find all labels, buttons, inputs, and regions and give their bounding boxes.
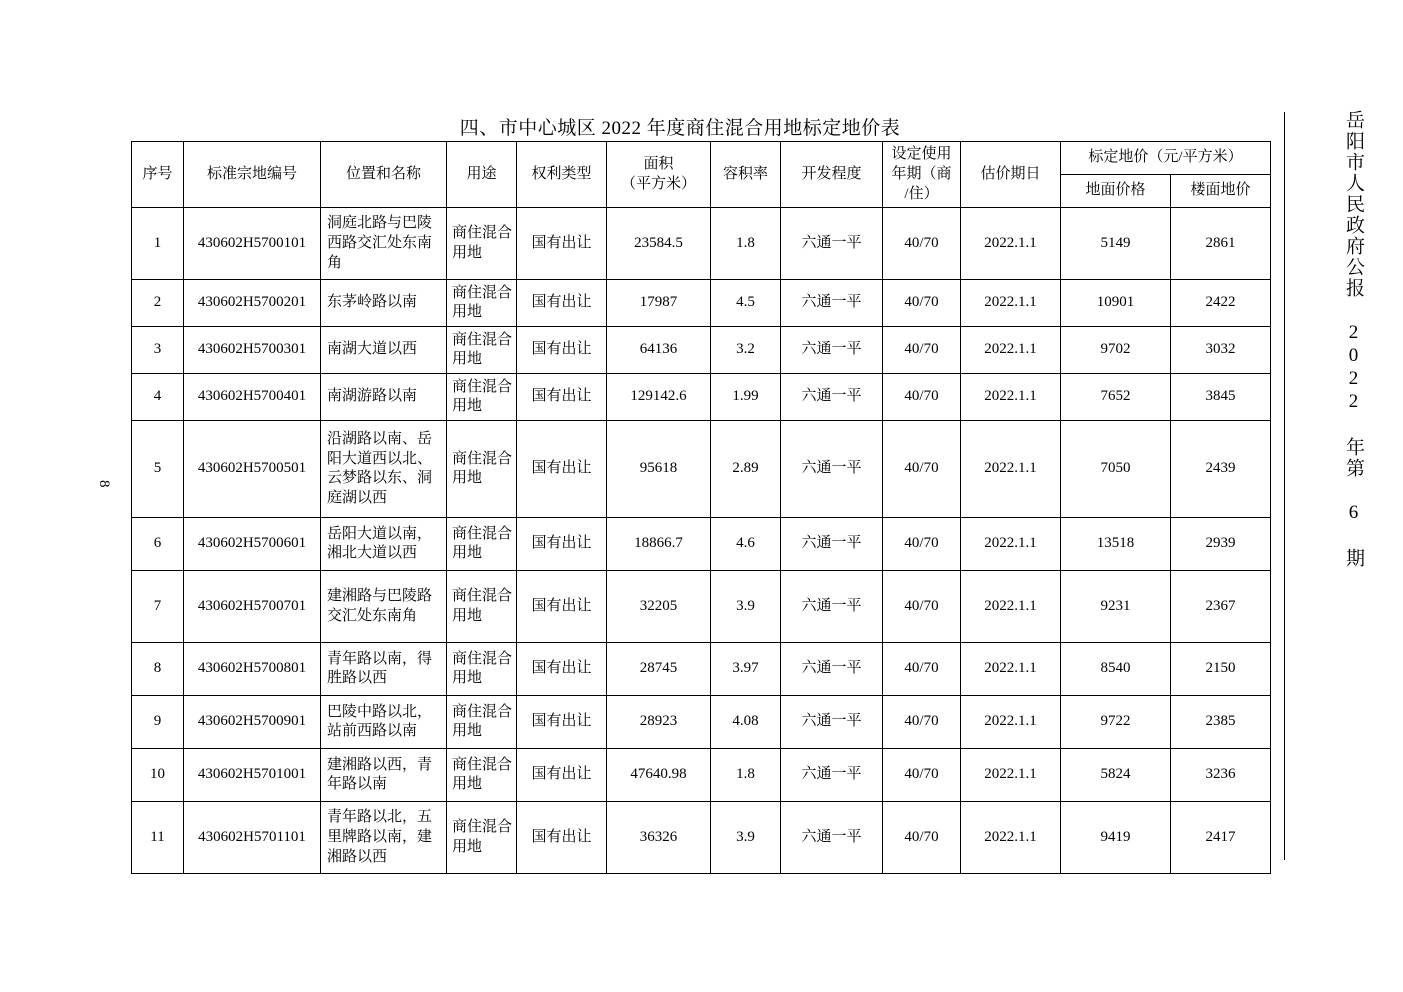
table-row (132, 802, 1271, 874)
cell-ground-price: 10901 (1061, 280, 1171, 327)
running-header-text: 岳阳市人民政府公报 2022 年第 6 期 (1343, 110, 1364, 569)
cell-use: 商住混合用地 (447, 518, 517, 571)
cell-floor-price: 2439 (1171, 421, 1271, 518)
cell-far: 3.9 (711, 802, 781, 874)
cell-development: 六通一平 (781, 421, 883, 518)
cell-use: 商住混合用地 (447, 208, 517, 280)
cell-development: 六通一平 (781, 374, 883, 421)
cell-valuation-date: 2022.1.1 (961, 280, 1061, 327)
cell-location: 沿湖路以南、岳阳大道西以北、云梦路以东、洞庭湖以西 (321, 421, 447, 518)
table-row (132, 280, 1271, 327)
cell-term: 40/70 (883, 518, 961, 571)
header-area-line1: 面积 (643, 155, 674, 172)
cell-code: 430602H5700901 (184, 696, 321, 749)
cell-development: 六通一平 (781, 208, 883, 280)
cell-far: 3.2 (711, 327, 781, 374)
cell-term: 40/70 (883, 421, 961, 518)
cell-term: 40/70 (883, 327, 961, 374)
header-far: 容积率 (711, 142, 781, 208)
cell-valuation-date: 2022.1.1 (961, 749, 1061, 802)
cell-seq: 5 (132, 421, 184, 518)
header-right-type: 权利类型 (517, 142, 607, 208)
cell-floor-price: 3236 (1171, 749, 1271, 802)
cell-ground-price: 7652 (1061, 374, 1171, 421)
cell-floor-price: 2150 (1171, 643, 1271, 696)
header-floor-price: 楼面地价 (1171, 175, 1271, 208)
cell-right-type: 国有出让 (517, 280, 607, 327)
cell-right-type: 国有出让 (517, 374, 607, 421)
cell-floor-price: 2385 (1171, 696, 1271, 749)
cell-area: 36326 (607, 802, 711, 874)
cell-use: 商住混合用地 (447, 696, 517, 749)
cell-ground-price: 9702 (1061, 327, 1171, 374)
side-divider (1284, 112, 1285, 860)
cell-use: 商住混合用地 (447, 643, 517, 696)
cell-term: 40/70 (883, 749, 961, 802)
cell-code: 430602H5700101 (184, 208, 321, 280)
standard-land-price-table (131, 141, 1271, 874)
cell-right-type: 国有出让 (517, 749, 607, 802)
cell-right-type: 国有出让 (517, 696, 607, 749)
cell-floor-price: 2422 (1171, 280, 1271, 327)
cell-area: 23584.5 (607, 208, 711, 280)
cell-far: 3.9 (711, 571, 781, 643)
cell-far: 1.8 (711, 749, 781, 802)
table-row (132, 374, 1271, 421)
cell-valuation-date: 2022.1.1 (961, 374, 1061, 421)
cell-seq: 3 (132, 327, 184, 374)
cell-code: 430602H5700801 (184, 643, 321, 696)
cell-right-type: 国有出让 (517, 643, 607, 696)
cell-far: 1.8 (711, 208, 781, 280)
cell-code: 430602H5701101 (184, 802, 321, 874)
cell-code: 430602H5700201 (184, 280, 321, 327)
cell-use: 商住混合用地 (447, 802, 517, 874)
cell-right-type: 国有出让 (517, 327, 607, 374)
header-development: 开发程度 (781, 142, 883, 208)
cell-seq: 2 (132, 280, 184, 327)
cell-far: 4.5 (711, 280, 781, 327)
cell-far: 4.08 (711, 696, 781, 749)
cell-valuation-date: 2022.1.1 (961, 421, 1061, 518)
cell-valuation-date: 2022.1.1 (961, 643, 1061, 696)
cell-area: 32205 (607, 571, 711, 643)
cell-ground-price: 5824 (1061, 749, 1171, 802)
page-title: 四、市中心城区 2022 年度商住混合用地标定地价表 (459, 118, 901, 139)
cell-development: 六通一平 (781, 802, 883, 874)
cell-location: 青年路以北，五里牌路以南，建湘路以西 (321, 802, 447, 874)
table-body (132, 208, 1271, 874)
cell-floor-price: 2417 (1171, 802, 1271, 874)
cell-valuation-date: 2022.1.1 (961, 802, 1061, 874)
cell-seq: 1 (132, 208, 184, 280)
cell-term: 40/70 (883, 571, 961, 643)
cell-seq: 11 (132, 802, 184, 874)
cell-area: 28745 (607, 643, 711, 696)
cell-valuation-date: 2022.1.1 (961, 571, 1061, 643)
cell-location: 洞庭北路与巴陵西路交汇处东南角 (321, 208, 447, 280)
cell-far: 4.6 (711, 518, 781, 571)
cell-seq: 10 (132, 749, 184, 802)
cell-seq: 7 (132, 571, 184, 643)
cell-seq: 8 (132, 643, 184, 696)
header-term-line3: /住） (904, 185, 939, 202)
page-number: 8 (96, 480, 112, 488)
cell-valuation-date: 2022.1.1 (961, 696, 1061, 749)
cell-area: 64136 (607, 327, 711, 374)
cell-ground-price: 9722 (1061, 696, 1171, 749)
cell-use: 商住混合用地 (447, 571, 517, 643)
cell-location: 东茅岭路以南 (321, 280, 447, 327)
cell-use: 商住混合用地 (447, 749, 517, 802)
table-row (132, 208, 1271, 280)
header-price-group: 标定地价（元/平方米） (1061, 142, 1271, 175)
cell-term: 40/70 (883, 696, 961, 749)
header-seq: 序号 (132, 142, 184, 208)
cell-area: 28923 (607, 696, 711, 749)
cell-right-type: 国有出让 (517, 421, 607, 518)
cell-development: 六通一平 (781, 571, 883, 643)
cell-development: 六通一平 (781, 280, 883, 327)
cell-location: 建湘路以西，青年路以南 (321, 749, 447, 802)
cell-far: 3.97 (711, 643, 781, 696)
cell-use: 商住混合用地 (447, 327, 517, 374)
cell-seq: 6 (132, 518, 184, 571)
cell-term: 40/70 (883, 208, 961, 280)
cell-ground-price: 8540 (1061, 643, 1171, 696)
cell-right-type: 国有出让 (517, 518, 607, 571)
cell-floor-price: 2367 (1171, 571, 1271, 643)
cell-term: 40/70 (883, 374, 961, 421)
cell-ground-price: 9231 (1061, 571, 1171, 643)
cell-use: 商住混合用地 (447, 421, 517, 518)
cell-right-type: 国有出让 (517, 208, 607, 280)
cell-right-type: 国有出让 (517, 571, 607, 643)
header-valuation-date: 估价期日 (961, 142, 1061, 208)
cell-location: 青年路以南，得胜路以西 (321, 643, 447, 696)
cell-right-type: 国有出让 (517, 802, 607, 874)
header-area (607, 142, 711, 208)
cell-location: 岳阳大道以南，湘北大道以西 (321, 518, 447, 571)
cell-ground-price: 13518 (1061, 518, 1171, 571)
table-row (132, 696, 1271, 749)
cell-floor-price: 3845 (1171, 374, 1271, 421)
cell-location: 巴陵中路以北，站前西路以南 (321, 696, 447, 749)
cell-ground-price: 9419 (1061, 802, 1171, 874)
cell-development: 六通一平 (781, 327, 883, 374)
cell-location: 建湘路与巴陵路交汇处东南角 (321, 571, 447, 643)
table-row (132, 421, 1271, 518)
cell-term: 40/70 (883, 280, 961, 327)
cell-code: 430602H5700301 (184, 327, 321, 374)
header-code: 标准宗地编号 (184, 142, 321, 208)
cell-development: 六通一平 (781, 696, 883, 749)
cell-term: 40/70 (883, 643, 961, 696)
cell-valuation-date: 2022.1.1 (961, 327, 1061, 374)
cell-code: 430602H5700601 (184, 518, 321, 571)
cell-code: 430602H5701001 (184, 749, 321, 802)
header-ground-price: 地面价格 (1061, 175, 1171, 208)
table-row (132, 571, 1271, 643)
cell-code: 430602H5700401 (184, 374, 321, 421)
cell-code: 430602H5700501 (184, 421, 321, 518)
cell-floor-price: 2939 (1171, 518, 1271, 571)
cell-floor-price: 3032 (1171, 327, 1271, 374)
table-row (132, 643, 1271, 696)
cell-area: 95618 (607, 421, 711, 518)
header-term-line2: 年期（商 (891, 165, 952, 182)
header-use: 用途 (447, 142, 517, 208)
table-header-row (132, 142, 1271, 175)
cell-seq: 9 (132, 696, 184, 749)
cell-area: 18866.7 (607, 518, 711, 571)
cell-location: 南湖游路以南 (321, 374, 447, 421)
header-term-line1: 设定使用 (891, 146, 952, 162)
cell-seq: 4 (132, 374, 184, 421)
header-location: 位置和名称 (321, 142, 447, 208)
cell-location: 南湖大道以西 (321, 327, 447, 374)
cell-code: 430602H5700701 (184, 571, 321, 643)
cell-valuation-date: 2022.1.1 (961, 518, 1061, 571)
table-row (132, 749, 1271, 802)
header-area-line2: （平方米） (620, 175, 696, 192)
table-row (132, 518, 1271, 571)
cell-floor-price: 2861 (1171, 208, 1271, 280)
cell-area: 129142.6 (607, 374, 711, 421)
table-row (132, 327, 1271, 374)
cell-use: 商住混合用地 (447, 374, 517, 421)
cell-area: 17987 (607, 280, 711, 327)
header-term (883, 142, 961, 208)
cell-development: 六通一平 (781, 643, 883, 696)
cell-far: 1.99 (711, 374, 781, 421)
cell-far: 2.89 (711, 421, 781, 518)
running-header (1340, 110, 1367, 830)
cell-ground-price: 7050 (1061, 421, 1171, 518)
cell-valuation-date: 2022.1.1 (961, 208, 1061, 280)
cell-development: 六通一平 (781, 518, 883, 571)
cell-ground-price: 5149 (1061, 208, 1171, 280)
cell-area: 47640.98 (607, 749, 711, 802)
cell-term: 40/70 (883, 802, 961, 874)
cell-use: 商住混合用地 (447, 280, 517, 327)
cell-development: 六通一平 (781, 749, 883, 802)
